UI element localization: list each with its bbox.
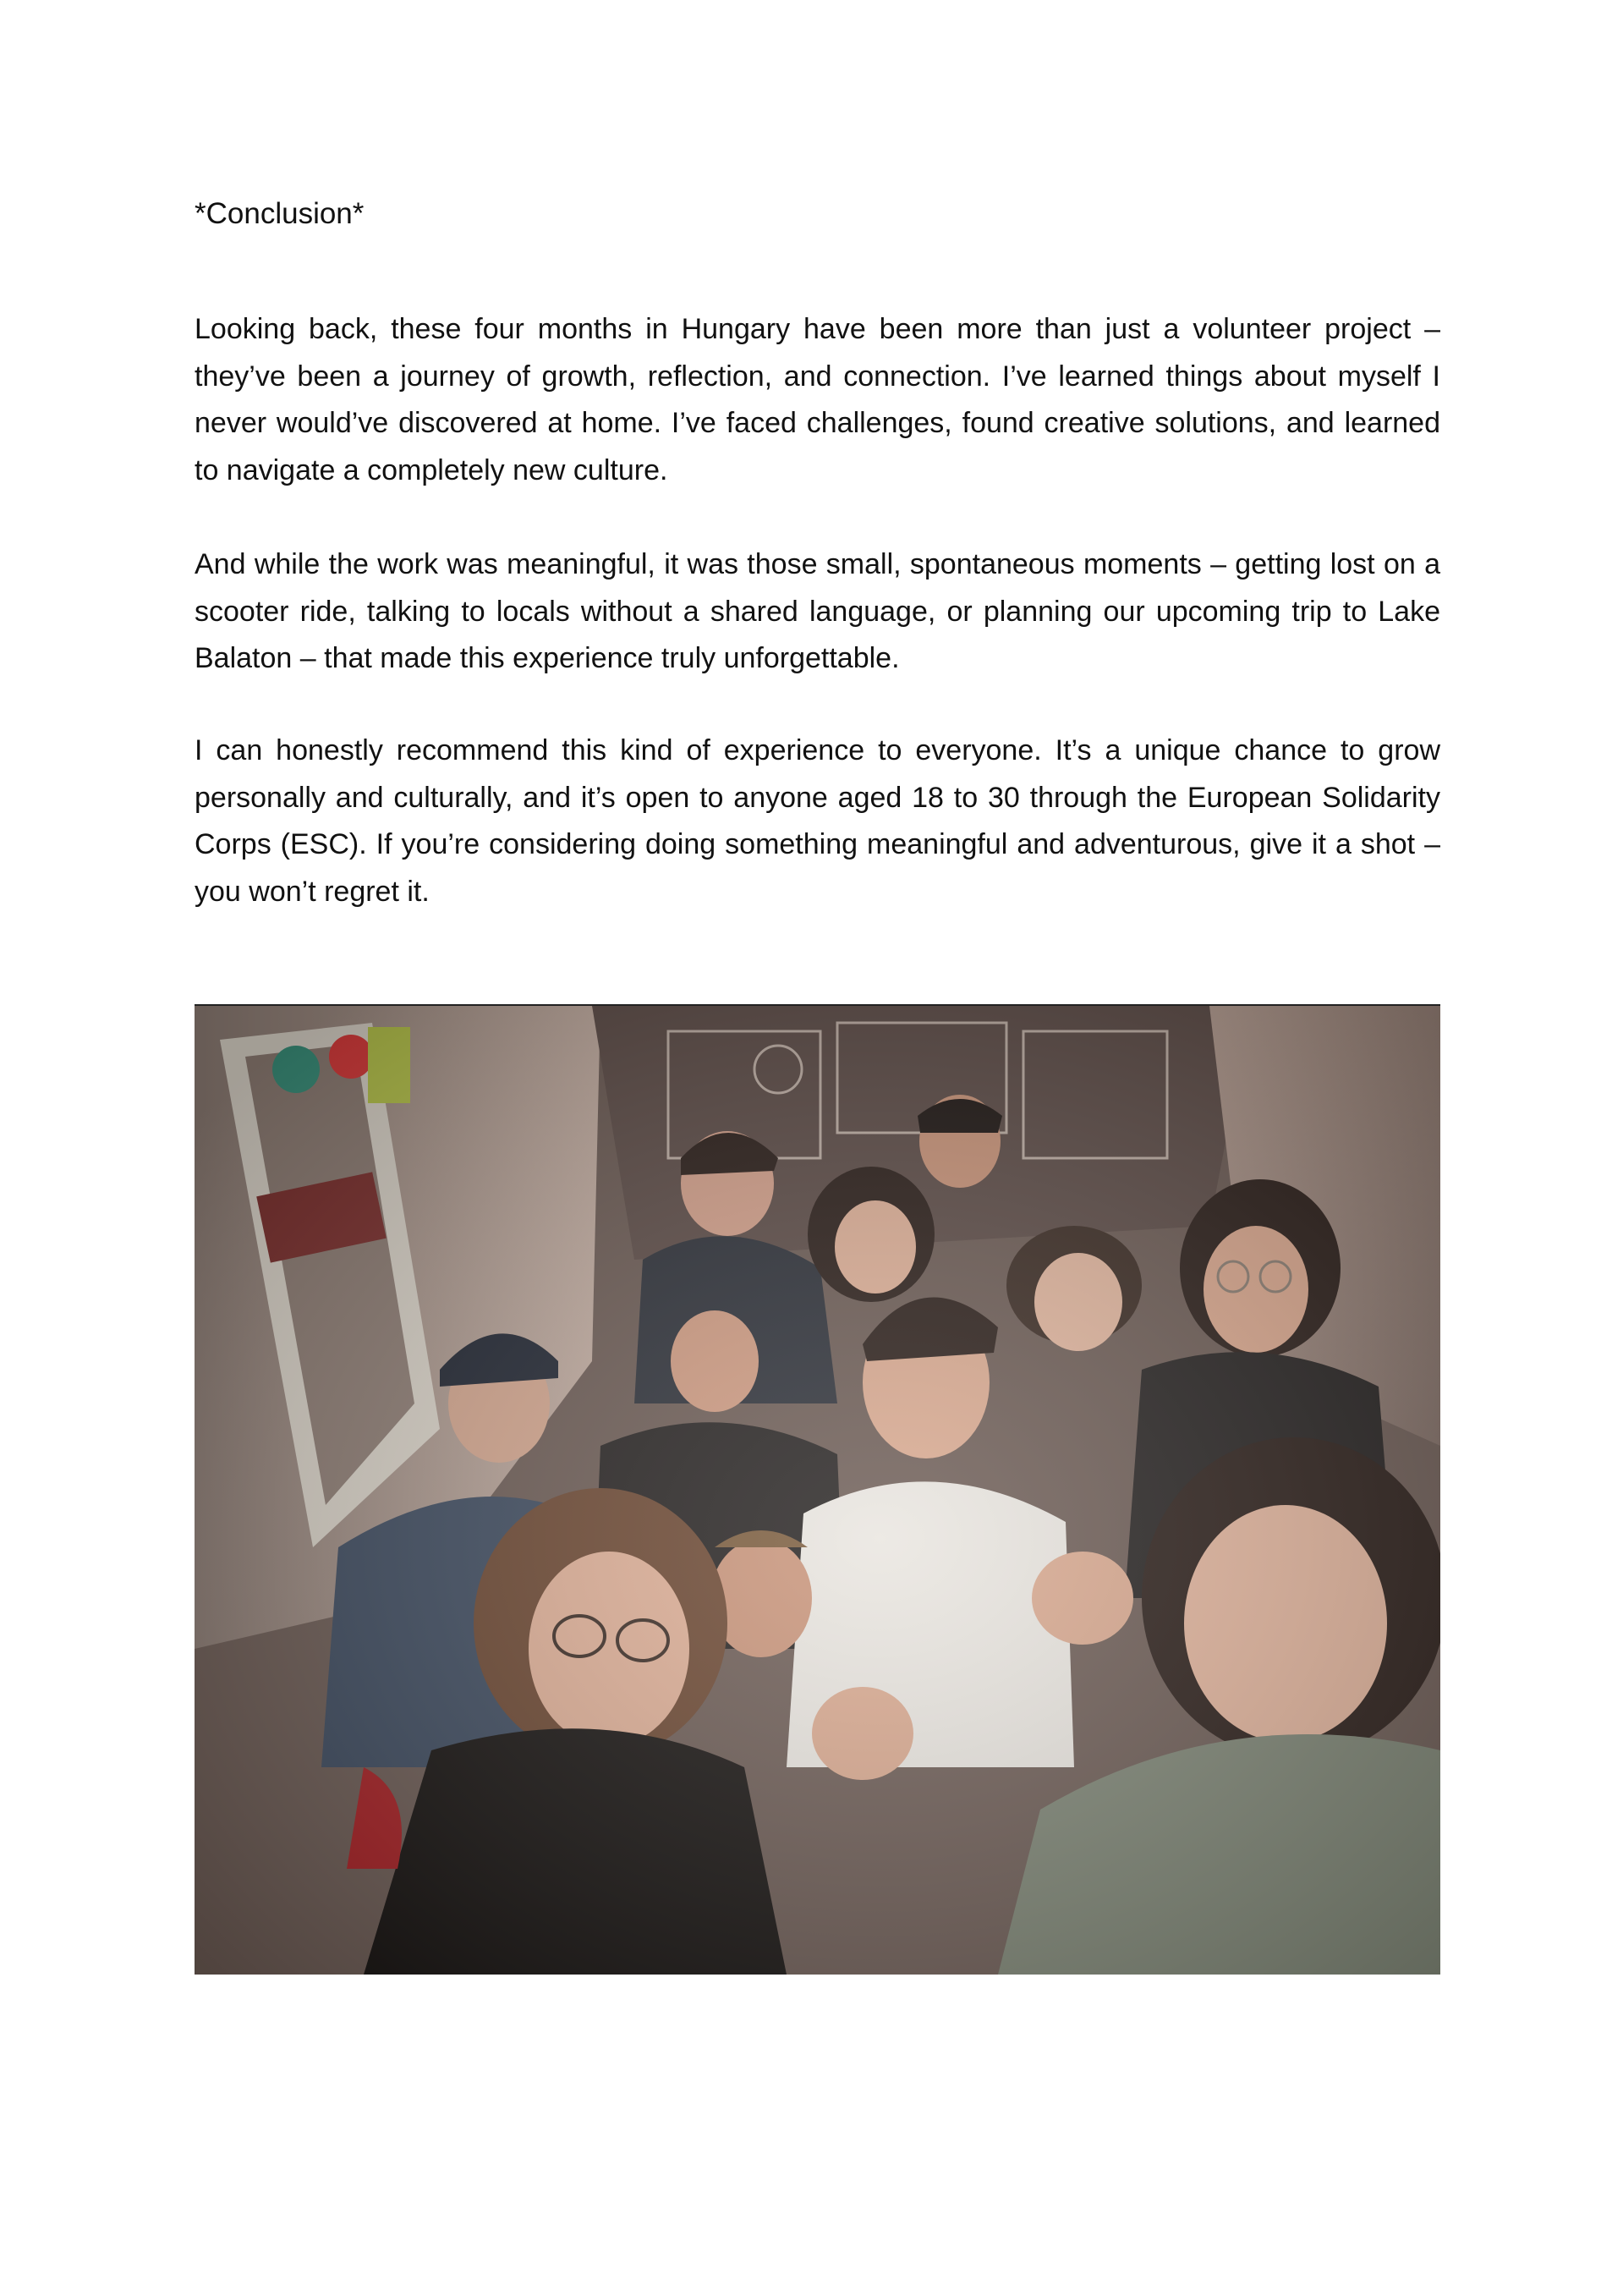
paragraph-reflection: Looking back, these four months in Hungary have been more than just a volunteer project – they’ve been a journey of growth, reflection, and connection. I’ve learned things about myself I never would’ve discovered at home. I’ve faced challenges, found creative solutions, and learned to navigate a completely new culture. (195, 313, 1440, 486)
section-heading: *Conclusion* (195, 197, 365, 230)
paragraph-recommendation: I can honestly recommend this kind of experience to everyone. It’s a unique chance to grow personally and culturally, and it’s open to anyone aged 18 to 30 through the European Solidarity Corps (ESC). If you’re considering doing something meaningful and adventurous, give it a shot – you won’t regret it. (195, 734, 1440, 908)
paragraph-moments: And while the work was meaningful, it was those small, spontaneous moments – getting lost on a scooter ride, talking to locals without a shared language, or planning our upcoming trip to Lake Balaton – that made this experience truly unforgettable. (195, 548, 1440, 674)
group-selfie-photo (195, 1004, 1440, 1975)
